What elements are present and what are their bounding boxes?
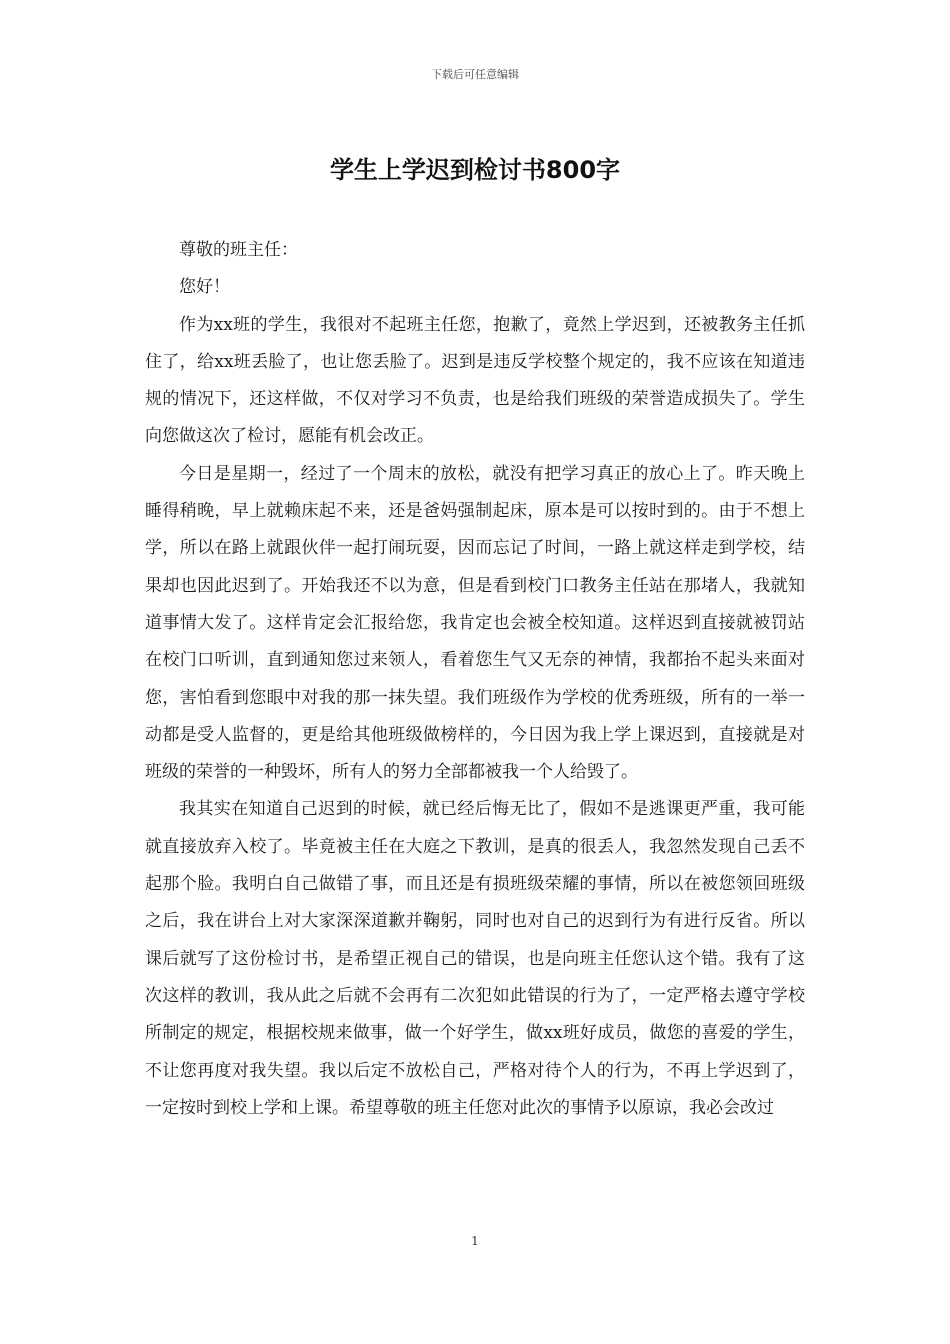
page-number: 1 bbox=[471, 1234, 479, 1248]
salutation: 尊敬的班主任： bbox=[179, 240, 298, 260]
body-paragraph-3: 我其实在知道自己迟到的时候，就已经后悔无比了，假如不是逃课更严重，我可能就直接放弃入校了。毕竟被主任在大庭之下教训，是真的很丢人，我忽然发现自己丢不起那个脸。我明白自己做错了事，而且还是有损班级荣耀的事情，所以在被您领回班级之后，我在讲台上对大家深深道歉并鞠躬，同时也对自己的迟到行为有进行反省。所以课后就写了这份检讨书，是希望正视自己的错误，也是向班主任您认这个错。我有了这次这样的教训，我从此之后就不会再有二次犯如此错误的行为了，一定严格去遵守学校所制定的规定，根据校规来做事，做一个好学生，做xx班好成员，做您的喜爱的学生，不让您再度对我失望。我以后定不放松自己，严格对待个人的行为，不再上学迟到了，一定按时到校上学和上课。希望尊敬的班主任您对此次的事情予以原谅，我必会改过 bbox=[145, 799, 805, 1118]
body-paragraph-1: 作为xx班的学生，我很对不起班主任您，抱歉了，竟然上学迟到，还被教务主任抓住了，给xx班丢脸了，也让您丢脸了。迟到是违反学校整个规定的，我不应该在知道违规的情况下，还这样做，不仅对学习不负责，也是给我们班级的荣誉造成损失了。学生向您做这次了检讨，愿能有机会改正。 bbox=[145, 314, 805, 447]
body-paragraph-2: 今日是星期一，经过了一个周末的放松，就没有把学习真正的放心上了。昨天晚上睡得稍晚，早上就赖床起不来，还是爸妈强制起床，原本是可以按时到的。由于不想上学，所以在路上就跟伙伴一起打闹玩耍，因而忘记了时间，一路上就这样走到学校，结果却也因此迟到了。开始我还不以为意，但是看到校门口教务主任站在那堵人，我就知道事情大发了。这样肯定会汇报给您，我肯定也会被全校知道。这样迟到直接就被罚站在校门口听训，直到通知您过来领人，看着您生气又无奈的神情，我都抬不起头来面对您，害怕看到您眼中对我的那一抹失望。我们班级作为学校的优秀班级，所有的一举一动都是受人监督的，更是给其他班级做榜样的，今日因为我上学上课迟到，直接就是对班级的荣誉的一种毁坏，所有人的努力全部都被我一个人给毁了。 bbox=[145, 463, 805, 783]
greeting: 您好！ bbox=[179, 277, 230, 298]
document-body bbox=[145, 232, 805, 1127]
page-header-note: 下载后可任意编辑 bbox=[431, 68, 519, 81]
document-title: 学生上学迟到检讨书800字 bbox=[329, 156, 621, 184]
